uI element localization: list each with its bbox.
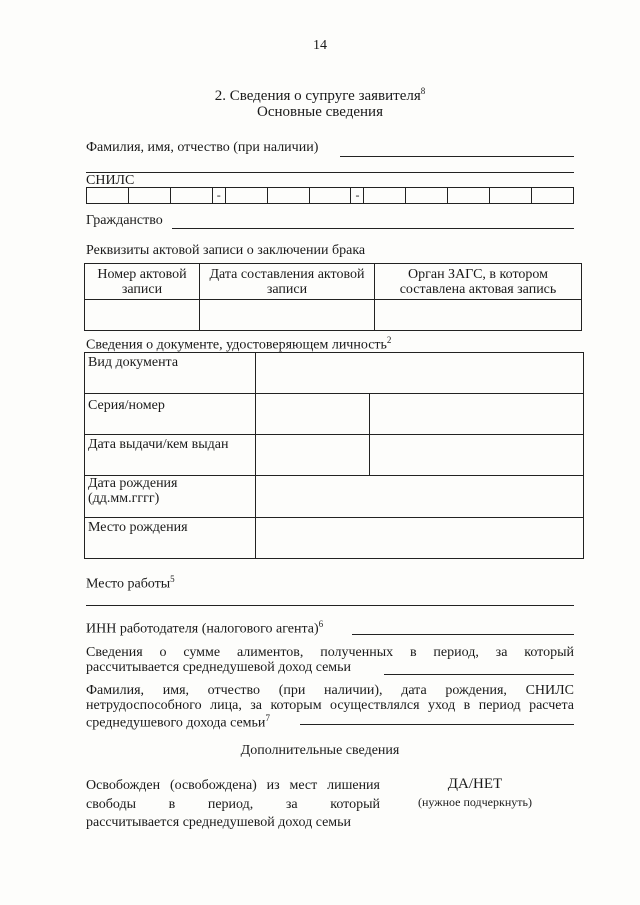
id-row-doc-type-label: Вид документа bbox=[85, 353, 256, 394]
id-row-doc-type-value[interactable] bbox=[256, 353, 584, 394]
snils-dash: - bbox=[212, 188, 225, 204]
id-doc-label-text: Сведения о документе, удостоверяющем личность bbox=[86, 337, 387, 353]
care-footnote: 7 bbox=[265, 713, 270, 723]
additional-title: Дополнительные сведения bbox=[240, 743, 400, 758]
yes-no-choice[interactable]: ДА/НЕТ bbox=[447, 776, 503, 792]
id-row-birth-place-label: Место рождения bbox=[85, 518, 256, 559]
section-title-footnote: 8 bbox=[420, 86, 426, 96]
care-line3 bbox=[86, 711, 270, 731]
marriage-table bbox=[84, 263, 582, 331]
snils-cell[interactable] bbox=[87, 188, 129, 204]
snils-cell[interactable] bbox=[406, 188, 448, 204]
snils-cell[interactable] bbox=[490, 188, 532, 204]
inn-label bbox=[86, 619, 323, 638]
released-line2: свободы в период, за который bbox=[86, 797, 380, 812]
released-line1: Освобожден (освобождена) из мест лишения bbox=[86, 778, 380, 793]
alimony-line2: рассчитывается среднедушевой доход семьи bbox=[86, 660, 352, 675]
care-line2: нетрудоспособного лица, за которым осуществлялся уход в период расчета bbox=[86, 698, 574, 713]
id-row-birth-place-value[interactable] bbox=[256, 518, 584, 559]
marriage-number-cell[interactable] bbox=[85, 300, 200, 331]
id-doc-footnote: 2 bbox=[386, 335, 392, 345]
id-doc-label bbox=[86, 335, 391, 354]
alimony-field[interactable] bbox=[384, 674, 574, 675]
marriage-date-cell[interactable] bbox=[200, 300, 375, 331]
care-line3-text: среднедушевого дохода семьи bbox=[86, 715, 266, 731]
inn-field[interactable] bbox=[352, 634, 574, 635]
id-doc-table bbox=[84, 352, 584, 559]
snils-cell[interactable] bbox=[532, 188, 574, 204]
marriage-label: Реквизиты актовой записи о заключении брака bbox=[86, 243, 366, 258]
workplace-label bbox=[86, 574, 175, 593]
citizenship-field[interactable] bbox=[172, 228, 574, 229]
snils-cell[interactable] bbox=[364, 188, 406, 204]
snils-cell[interactable] bbox=[267, 188, 309, 204]
released-line3: рассчитывается среднедушевой доход семьи bbox=[86, 815, 352, 830]
underline-hint: (нужное подчеркнуть) bbox=[418, 795, 532, 809]
alimony-line1: Сведения о сумме алиментов, полученных в период, за который bbox=[86, 645, 574, 660]
id-row-issued-date[interactable] bbox=[256, 435, 370, 476]
workplace-footnote: 5 bbox=[170, 574, 175, 584]
snils-cell[interactable] bbox=[170, 188, 212, 204]
fio-label: Фамилия, имя, отчество (при наличии) bbox=[86, 140, 319, 155]
marriage-zags-cell[interactable] bbox=[375, 300, 582, 331]
section-title bbox=[0, 86, 640, 105]
id-row-birth-date-label: Дата рождения (дд.мм.гггг) bbox=[85, 476, 256, 518]
snils-dash: - bbox=[351, 188, 364, 204]
section-title-text: 2. Сведения о супруге заявителя bbox=[214, 88, 421, 104]
id-row-series-value[interactable] bbox=[256, 394, 370, 435]
snils-cell[interactable] bbox=[225, 188, 267, 204]
workplace-label-text: Место работы bbox=[86, 576, 171, 592]
id-row-birth-date-value[interactable] bbox=[256, 476, 584, 518]
id-row-series-label: Серия/номер bbox=[85, 394, 256, 435]
care-line1: Фамилия, имя, отчество (при наличии), дата рождения, СНИЛС bbox=[86, 683, 574, 698]
id-row-issued-label: Дата выдачи/кем выдан bbox=[85, 435, 256, 476]
marriage-col-number: Номер актовой записи bbox=[85, 264, 200, 300]
id-row-number-value[interactable] bbox=[370, 394, 584, 435]
inn-label-text: ИНН работодателя (налогового агента) bbox=[86, 621, 319, 637]
care-field[interactable] bbox=[300, 724, 574, 725]
marriage-col-zags: Орган ЗАГС, в котором составлена актовая запись bbox=[375, 264, 582, 300]
fio-field-line2[interactable] bbox=[86, 172, 574, 173]
snils-label: СНИЛС bbox=[86, 173, 135, 188]
id-row-issued-by[interactable] bbox=[370, 435, 584, 476]
page-number: 14 bbox=[313, 38, 327, 53]
citizenship-label: Гражданство bbox=[86, 213, 163, 228]
marriage-col-date: Дата составления актовой записи bbox=[200, 264, 375, 300]
snils-cell[interactable] bbox=[309, 188, 351, 204]
subtitle: Основные сведения bbox=[257, 104, 383, 120]
snils-cell[interactable] bbox=[128, 188, 170, 204]
snils-grid bbox=[86, 187, 574, 204]
snils-cell[interactable] bbox=[448, 188, 490, 204]
fio-field[interactable] bbox=[340, 156, 574, 157]
workplace-field[interactable] bbox=[86, 605, 574, 606]
inn-footnote: 6 bbox=[318, 619, 324, 629]
